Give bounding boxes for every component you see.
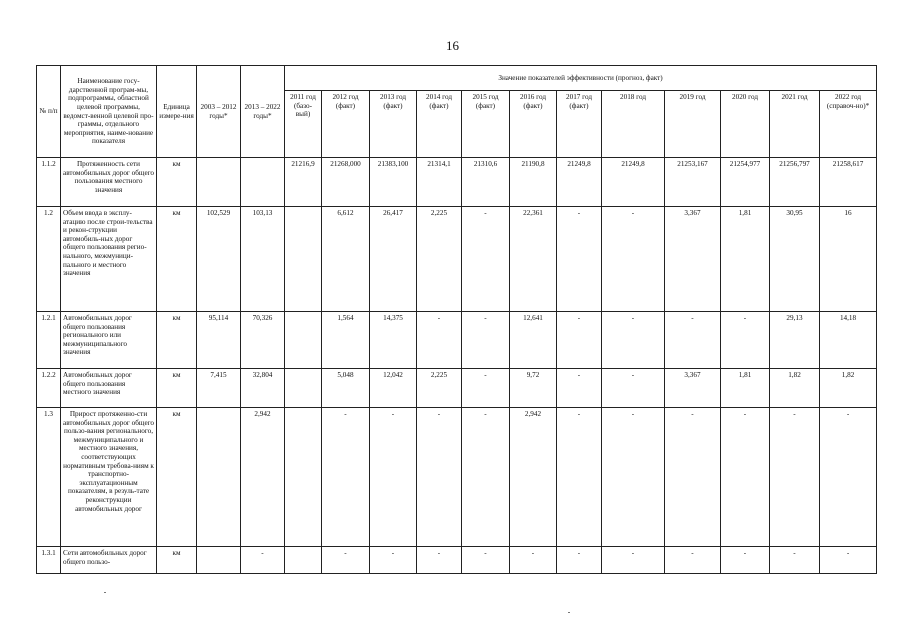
value-cell: 12,042 (370, 369, 417, 408)
row-2003-2012: 7,415 (197, 369, 241, 408)
value-cell: 1,564 (322, 312, 370, 369)
value-cell: 21216,9 (285, 158, 322, 207)
value-cell: 21249,8 (557, 158, 602, 207)
table-row (37, 408, 877, 547)
value-cell: - (557, 369, 602, 408)
value-cell: - (462, 408, 510, 547)
table-row (37, 369, 877, 408)
row-num: 1.2.1 (37, 312, 61, 369)
row-num: 1.3 (37, 408, 61, 547)
header-year: 2013 год (факт) (370, 91, 417, 158)
value-cell: - (462, 369, 510, 408)
header-year: 2018 год (602, 91, 665, 158)
header-year: 2021 год (770, 91, 820, 158)
header-unit: Единица измере-ния (157, 66, 197, 158)
value-cell: - (370, 547, 417, 574)
row-name: Автомобильных дорог общего пользования регионального или межмуниципального значения (61, 312, 157, 369)
value-cell: 12,641 (510, 312, 557, 369)
row-2013-2022: - (241, 547, 285, 574)
row-num: 1.2.2 (37, 369, 61, 408)
value-cell: 21383,100 (370, 158, 417, 207)
value-cell: - (820, 547, 877, 574)
header-year: 2014 год (факт) (417, 91, 462, 158)
value-cell: 3,367 (665, 369, 721, 408)
row-name: Прирост протяженно-сти автомобильных дорог общего пользо-вания регионального, межмуниципального и местного значения, соответствующих нормативным требова-ниям к транспортно-эксплуатационным показателям, в резуль-тате реконструкции автомобильных дорог (61, 408, 157, 547)
row-name: Объем ввода в эксплу-атацию после строи-тельства и рекон-струкции автомобиль-ных дорог общего пользования регио-нального, межмуници-пального и местного значения (61, 207, 157, 312)
value-cell: - (417, 408, 462, 547)
table-row (37, 207, 877, 312)
header-year: 2012 год (факт) (322, 91, 370, 158)
indicators-table (36, 65, 877, 574)
value-cell: - (417, 312, 462, 369)
row-2003-2012 (197, 547, 241, 574)
row-2013-2022: 32,804 (241, 369, 285, 408)
row-unit: км (157, 369, 197, 408)
value-cell: - (557, 207, 602, 312)
value-cell: - (721, 312, 770, 369)
row-2003-2012: 95,114 (197, 312, 241, 369)
row-unit: км (157, 408, 197, 547)
row-unit: км (157, 207, 197, 312)
row-2003-2012: 102,529 (197, 207, 241, 312)
value-cell: 21314,1 (417, 158, 462, 207)
value-cell: 2,225 (417, 207, 462, 312)
value-cell: - (462, 547, 510, 574)
header-group: Значение показателей эффективности (прогноз, факт) (285, 66, 877, 91)
value-cell: - (557, 408, 602, 547)
value-cell: 21249,8 (602, 158, 665, 207)
value-cell: - (665, 312, 721, 369)
value-cell (285, 207, 322, 312)
value-cell: 29,13 (770, 312, 820, 369)
row-num: 1.1.2 (37, 158, 61, 207)
value-cell: 21253,167 (665, 158, 721, 207)
header-year: 2011 год (базо-вый) (285, 91, 322, 158)
header-year: 2015 год (факт) (462, 91, 510, 158)
row-2003-2012 (197, 158, 241, 207)
table-row (37, 547, 877, 574)
value-cell: - (557, 312, 602, 369)
value-cell: - (770, 547, 820, 574)
value-cell: - (602, 312, 665, 369)
header-num: № п/п (37, 66, 61, 158)
value-cell: 21258,617 (820, 158, 877, 207)
header-2013-2022: 2013 – 2022 годы* (241, 66, 285, 158)
value-cell (285, 547, 322, 574)
value-cell: 21268,000 (322, 158, 370, 207)
value-cell: 16 (820, 207, 877, 312)
value-cell: - (602, 207, 665, 312)
row-2003-2012 (197, 408, 241, 547)
value-cell: 14,375 (370, 312, 417, 369)
value-cell: 30,95 (770, 207, 820, 312)
value-cell: - (602, 369, 665, 408)
value-cell: - (557, 547, 602, 574)
row-2013-2022 (241, 158, 285, 207)
header-year: 2020 год (721, 91, 770, 158)
header-year: 2017 год (факт) (557, 91, 602, 158)
value-cell: 21190,8 (510, 158, 557, 207)
value-cell (285, 408, 322, 547)
value-cell (285, 369, 322, 408)
row-name: Протяженность сети автомобильных дорог общего пользования местного значения (61, 158, 157, 207)
row-num: 1.2 (37, 207, 61, 312)
value-cell: 21254,977 (721, 158, 770, 207)
row-unit: км (157, 312, 197, 369)
header-year: 2019 год (665, 91, 721, 158)
row-2013-2022: 70,326 (241, 312, 285, 369)
value-cell: - (770, 408, 820, 547)
header-2003-2012: 2003 – 2012 годы* (197, 66, 241, 158)
scan-speck (568, 612, 570, 613)
value-cell: 2,225 (417, 369, 462, 408)
value-cell: - (370, 408, 417, 547)
value-cell: - (721, 408, 770, 547)
header-name: Наименование госу-дарственной програм-мы, подпрограммы, областной целевой программы, ведомст-венной целевой про-граммы, отдельного мероприятия, наиме-нование показателя (61, 66, 157, 158)
table-row (37, 312, 877, 369)
value-cell: - (510, 547, 557, 574)
table-row (37, 158, 877, 207)
row-2013-2022: 2,942 (241, 408, 285, 547)
row-name: Автомобильных дорог общего пользования местного значения (61, 369, 157, 408)
value-cell: 2,942 (510, 408, 557, 547)
row-name: Сети автомобильных дорог общего пользо- (61, 547, 157, 574)
value-cell: - (602, 408, 665, 547)
value-cell: 5,048 (322, 369, 370, 408)
value-cell: - (462, 207, 510, 312)
header-year: 2016 год (факт) (510, 91, 557, 158)
value-cell: 14,18 (820, 312, 877, 369)
page-bottom-margin (36, 590, 876, 640)
value-cell: - (820, 408, 877, 547)
header-row (37, 66, 877, 91)
row-unit: км (157, 158, 197, 207)
row-2013-2022: 103,13 (241, 207, 285, 312)
value-cell: 1,81 (721, 207, 770, 312)
value-cell: 21256,797 (770, 158, 820, 207)
value-cell: - (665, 547, 721, 574)
value-cell: 3,367 (665, 207, 721, 312)
value-cell: - (721, 547, 770, 574)
row-num: 1.3.1 (37, 547, 61, 574)
row-unit: км (157, 547, 197, 574)
value-cell: 26,417 (370, 207, 417, 312)
value-cell: - (602, 547, 665, 574)
header-year: 2022 год (справоч-но)* (820, 91, 877, 158)
page-number: 16 (446, 38, 459, 53)
value-cell: 21310,6 (462, 158, 510, 207)
value-cell: 1,82 (820, 369, 877, 408)
scan-speck (104, 592, 106, 593)
value-cell: - (417, 547, 462, 574)
value-cell: 9,72 (510, 369, 557, 408)
value-cell: 1,82 (770, 369, 820, 408)
value-cell: - (322, 547, 370, 574)
value-cell: - (462, 312, 510, 369)
value-cell: - (665, 408, 721, 547)
value-cell (285, 312, 322, 369)
value-cell: 6,612 (322, 207, 370, 312)
value-cell: - (322, 408, 370, 547)
value-cell: 22,361 (510, 207, 557, 312)
value-cell: 1,81 (721, 369, 770, 408)
